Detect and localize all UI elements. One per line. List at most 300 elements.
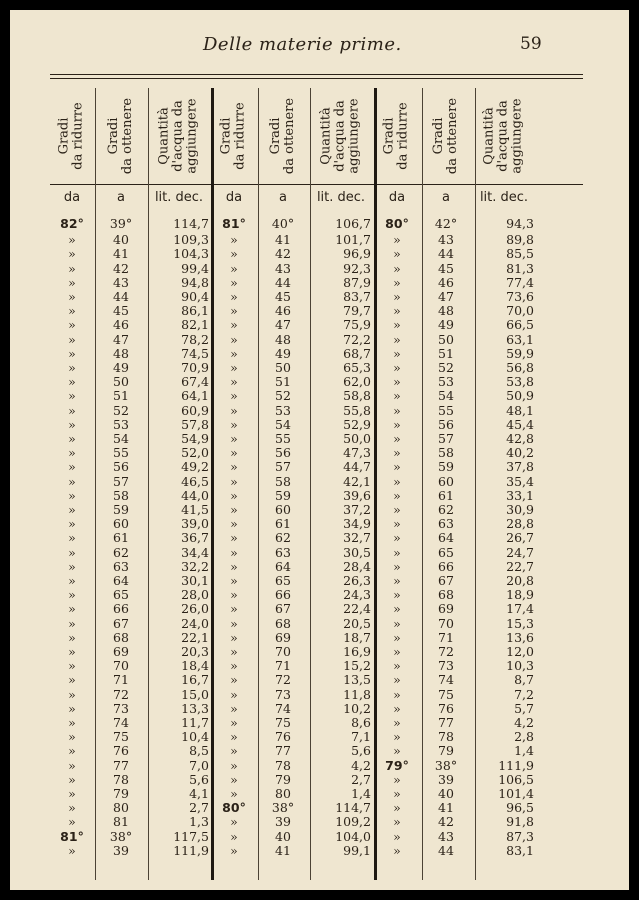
cell-water-quantity: 111,9: [498, 757, 534, 773]
cell-to-degrees: 41: [113, 246, 129, 262]
cell-water-quantity: 15,3: [506, 615, 534, 631]
cell-from-degrees: »: [393, 842, 401, 858]
cell-from-degrees: »: [393, 658, 401, 674]
cell-water-quantity: 17,4: [506, 601, 534, 617]
cell-from-degrees: »: [393, 558, 401, 574]
cell-to-degrees: 40: [113, 232, 129, 248]
table-row: [50, 773, 583, 787]
cell-water-quantity: 87,9: [343, 274, 371, 290]
table-row: [50, 531, 583, 545]
cell-to-degrees: 53: [438, 374, 454, 390]
cell-to-degrees: 63: [438, 516, 454, 532]
cell-to-degrees: 55: [113, 445, 129, 461]
table-row: [50, 546, 583, 560]
cell-from-degrees: »: [230, 289, 238, 304]
cell-to-degrees: 63: [275, 544, 291, 560]
column-header-from-degrees: [212, 88, 256, 184]
cell-to-degrees: 39°: [109, 216, 133, 231]
unit-label-water-quantity: lit. dec.: [154, 190, 204, 205]
cell-water-quantity: 34,4: [181, 544, 209, 560]
table-row: [50, 744, 583, 758]
cell-to-degrees: 40: [275, 828, 291, 844]
cell-to-degrees: 73: [113, 700, 129, 716]
table-row: [50, 688, 583, 702]
cell-to-degrees: 54: [275, 416, 291, 432]
cell-water-quantity: 59,9: [506, 345, 534, 361]
cell-water-quantity: 11,7: [181, 715, 209, 730]
table-row: [50, 304, 583, 318]
table-row: [50, 262, 583, 276]
cell-to-degrees: 55: [438, 402, 454, 418]
cell-from-degrees: »: [393, 388, 401, 404]
cell-water-quantity: 39,6: [343, 487, 371, 503]
cell-to-degrees: 67: [113, 615, 129, 631]
cell-from-degrees: »: [230, 558, 238, 574]
cell-water-quantity: 20,3: [181, 644, 209, 659]
cell-to-degrees: 42: [113, 260, 129, 276]
cell-from-degrees: »: [68, 814, 76, 830]
cell-to-degrees: 78: [275, 757, 291, 773]
cell-water-quantity: 26,3: [343, 573, 371, 588]
cell-water-quantity: 96,5: [506, 800, 534, 816]
table-row: [50, 475, 583, 489]
cell-to-degrees: 57: [275, 459, 291, 475]
cell-from-degrees: »: [393, 729, 401, 745]
cell-water-quantity: 96,9: [343, 246, 371, 262]
table-row: [50, 702, 583, 716]
cell-from-degrees: »: [393, 459, 401, 475]
cell-water-quantity: 41,5: [181, 502, 209, 517]
cell-to-degrees: 41: [275, 842, 291, 858]
cell-from-degrees: »: [68, 786, 76, 801]
column-header-label: Gradi da ottenere: [268, 97, 297, 175]
cell-water-quantity: 62,0: [343, 374, 371, 390]
cell-to-degrees: 68: [275, 615, 291, 631]
cell-from-degrees: 80°: [222, 800, 246, 816]
cell-to-degrees: 64: [438, 530, 454, 546]
column-header-label: Gradi da ottenere: [431, 97, 460, 175]
cell-to-degrees: 58: [113, 487, 129, 503]
cell-from-degrees: »: [230, 786, 238, 801]
cell-to-degrees: 48: [113, 345, 129, 361]
cell-to-degrees: 53: [113, 416, 129, 432]
cell-to-degrees: 41: [438, 800, 454, 816]
cell-to-degrees: 58: [438, 445, 454, 461]
cell-water-quantity: 13,3: [181, 700, 209, 716]
top-rule-1: [50, 74, 583, 75]
table-row: [50, 560, 583, 574]
cell-to-degrees: 54: [113, 431, 129, 446]
table-row: [50, 247, 583, 261]
cell-to-degrees: 70: [275, 644, 291, 659]
cell-from-degrees: »: [230, 246, 238, 262]
cell-water-quantity: 56,8: [506, 360, 534, 375]
cell-from-degrees: »: [230, 331, 238, 347]
cell-water-quantity: 16,7: [181, 672, 209, 688]
cell-to-degrees: 80: [113, 800, 129, 816]
cell-to-degrees: 60: [275, 502, 291, 517]
cell-from-degrees: »: [230, 260, 238, 276]
cell-water-quantity: 52,0: [181, 445, 209, 461]
cell-to-degrees: 38°: [109, 828, 133, 844]
cell-water-quantity: 32,2: [181, 558, 209, 574]
cell-from-degrees: »: [230, 771, 238, 787]
cell-to-degrees: 71: [113, 672, 129, 688]
cell-from-degrees: 82°: [60, 216, 84, 231]
cell-to-degrees: 42: [275, 246, 291, 262]
cell-from-degrees: »: [68, 743, 76, 759]
cell-to-degrees: 63: [113, 558, 129, 574]
cell-from-degrees: »: [393, 771, 401, 787]
cell-from-degrees: »: [68, 601, 76, 617]
cell-to-degrees: 81: [113, 814, 129, 830]
cell-to-degrees: 60: [438, 473, 454, 489]
cell-water-quantity: 90,4: [181, 289, 209, 304]
cell-from-degrees: »: [68, 644, 76, 659]
cell-to-degrees: 68: [113, 629, 129, 645]
cell-from-degrees: »: [68, 629, 76, 645]
cell-to-degrees: 44: [438, 246, 454, 262]
cell-water-quantity: 64,1: [181, 388, 209, 404]
cell-water-quantity: 4,2: [514, 715, 534, 730]
table-row: [50, 716, 583, 730]
cell-to-degrees: 59: [275, 487, 291, 503]
column-header-water-quantity: [149, 88, 209, 184]
cell-water-quantity: 86,1: [181, 303, 209, 319]
table-row: [50, 404, 583, 418]
cell-from-degrees: »: [68, 715, 76, 730]
cell-from-degrees: »: [230, 601, 238, 617]
cell-from-degrees: »: [393, 289, 401, 304]
cell-water-quantity: 117,5: [173, 828, 209, 844]
cell-water-quantity: 94,8: [181, 274, 209, 290]
table-row: [50, 446, 583, 460]
table-row: [50, 815, 583, 829]
cell-from-degrees: »: [68, 445, 76, 461]
cell-from-degrees: »: [68, 303, 76, 319]
cell-to-degrees: 49: [275, 345, 291, 361]
cell-from-degrees: »: [393, 644, 401, 659]
cell-water-quantity: 26,7: [506, 530, 534, 546]
cell-water-quantity: 94,3: [506, 216, 534, 231]
cell-water-quantity: 77,4: [506, 274, 534, 290]
cell-to-degrees: 43: [438, 828, 454, 844]
table-row: [50, 333, 583, 347]
cell-to-degrees: 66: [275, 587, 291, 603]
cell-to-degrees: 40: [438, 786, 454, 801]
cell-from-degrees: »: [393, 828, 401, 844]
cell-water-quantity: 8,7: [514, 672, 534, 688]
cell-from-degrees: »: [393, 360, 401, 375]
column-header-label: Gradi da ridurre: [57, 102, 86, 170]
cell-water-quantity: 109,2: [335, 814, 371, 830]
cell-from-degrees: »: [230, 459, 238, 475]
cell-from-degrees: »: [393, 431, 401, 446]
cell-from-degrees: »: [230, 686, 238, 702]
cell-from-degrees: »: [393, 686, 401, 702]
cell-to-degrees: 67: [275, 601, 291, 617]
cell-water-quantity: 8,5: [189, 743, 209, 759]
cell-to-degrees: 76: [113, 743, 129, 759]
unit-label-water-quantity: lit. dec.: [316, 190, 366, 205]
cell-to-degrees: 71: [438, 629, 454, 645]
cell-to-degrees: 67: [438, 573, 454, 588]
cell-from-degrees: »: [68, 800, 76, 816]
cell-to-degrees: 74: [275, 700, 291, 716]
cell-water-quantity: 28,0: [181, 587, 209, 603]
cell-from-degrees: »: [230, 573, 238, 588]
cell-water-quantity: 24,3: [343, 587, 371, 603]
cell-to-degrees: 42°: [434, 216, 458, 231]
table-row: [50, 489, 583, 503]
unit-label-from-degrees: da: [225, 190, 243, 205]
cell-from-degrees: »: [68, 729, 76, 745]
cell-to-degrees: 72: [438, 644, 454, 659]
cell-from-degrees: »: [230, 374, 238, 390]
top-rule-2: [50, 78, 583, 79]
cell-from-degrees: »: [393, 544, 401, 560]
cell-to-degrees: 43: [438, 232, 454, 248]
cell-water-quantity: 2,7: [189, 800, 209, 816]
cell-water-quantity: 2,7: [351, 771, 371, 787]
cell-from-degrees: »: [68, 658, 76, 674]
cell-to-degrees: 51: [438, 345, 454, 361]
cell-to-degrees: 61: [113, 530, 129, 546]
cell-from-degrees: »: [230, 402, 238, 418]
cell-from-degrees: »: [230, 473, 238, 489]
cell-water-quantity: 37,8: [506, 459, 534, 475]
cell-to-degrees: 51: [275, 374, 291, 390]
cell-water-quantity: 54,9: [181, 431, 209, 446]
cell-from-degrees: »: [68, 686, 76, 702]
cell-to-degrees: 44: [113, 289, 129, 304]
cell-water-quantity: 40,2: [506, 445, 534, 461]
cell-water-quantity: 111,9: [173, 842, 209, 858]
table-row: [50, 347, 583, 361]
cell-to-degrees: 39: [275, 814, 291, 830]
table-row: [50, 645, 583, 659]
cell-to-degrees: 65: [113, 587, 129, 603]
cell-to-degrees: 52: [113, 402, 129, 418]
cell-from-degrees: »: [393, 601, 401, 617]
table-row: [50, 631, 583, 645]
cell-water-quantity: 30,9: [506, 502, 534, 517]
cell-water-quantity: 109,3: [173, 232, 209, 248]
cell-water-quantity: 44,0: [181, 487, 209, 503]
cell-from-degrees: »: [68, 402, 76, 418]
cell-water-quantity: 39,0: [181, 516, 209, 532]
column-header-from-degrees: [375, 88, 419, 184]
cell-water-quantity: 13,6: [506, 629, 534, 645]
cell-water-quantity: 78,2: [181, 331, 209, 347]
cell-water-quantity: 5,6: [189, 771, 209, 787]
column-header-label: Quantità d'acqua da aggiungere: [319, 98, 363, 174]
cell-water-quantity: 2,8: [514, 729, 534, 745]
cell-water-quantity: 22,7: [506, 558, 534, 574]
cell-to-degrees: 47: [438, 289, 454, 304]
column-header-to-degrees: [96, 88, 146, 184]
cell-water-quantity: 52,9: [343, 416, 371, 432]
cell-to-degrees: 56: [438, 416, 454, 432]
cell-water-quantity: 24,0: [181, 615, 209, 631]
cell-from-degrees: »: [393, 374, 401, 390]
cell-from-degrees: »: [68, 672, 76, 688]
unit-label-from-degrees: da: [63, 190, 81, 205]
units-row: [50, 190, 583, 208]
cell-water-quantity: 22,4: [343, 601, 371, 617]
cell-water-quantity: 10,4: [181, 729, 209, 745]
table-row: [50, 276, 583, 290]
cell-water-quantity: 101,4: [498, 786, 534, 801]
cell-water-quantity: 99,4: [181, 260, 209, 276]
cell-to-degrees: 76: [438, 700, 454, 716]
cell-to-degrees: 49: [113, 360, 129, 375]
cell-from-degrees: »: [230, 487, 238, 503]
cell-water-quantity: 36,7: [181, 530, 209, 546]
cell-from-degrees: »: [393, 317, 401, 333]
cell-to-degrees: 79: [113, 786, 129, 801]
cell-from-degrees: »: [230, 317, 238, 333]
cell-to-degrees: 57: [113, 473, 129, 489]
cell-from-degrees: »: [230, 416, 238, 432]
cell-to-degrees: 70: [438, 615, 454, 631]
cell-from-degrees: »: [393, 445, 401, 461]
cell-water-quantity: 92,3: [343, 260, 371, 276]
cell-to-degrees: 46: [275, 303, 291, 319]
cell-to-degrees: 70: [113, 658, 129, 674]
column-header-label: Gradi da ridurre: [219, 102, 248, 170]
cell-water-quantity: 83,1: [506, 842, 534, 858]
cell-from-degrees: »: [393, 260, 401, 276]
cell-water-quantity: 11,8: [343, 686, 371, 702]
cell-from-degrees: »: [230, 232, 238, 248]
cell-water-quantity: 20,5: [343, 615, 371, 631]
cell-water-quantity: 106,5: [498, 771, 534, 787]
column-header-to-degrees: [258, 88, 308, 184]
cell-water-quantity: 7,1: [351, 729, 371, 745]
cell-water-quantity: 28,8: [506, 516, 534, 532]
cell-water-quantity: 68,7: [343, 345, 371, 361]
cell-water-quantity: 48,1: [506, 402, 534, 418]
cell-from-degrees: »: [68, 573, 76, 588]
cell-water-quantity: 42,1: [343, 473, 371, 489]
cell-water-quantity: 7,0: [189, 757, 209, 773]
cell-from-degrees: »: [393, 232, 401, 248]
cell-water-quantity: 73,6: [506, 289, 534, 304]
cell-water-quantity: 65,3: [343, 360, 371, 375]
cell-to-degrees: 39: [438, 771, 454, 787]
cell-from-degrees: »: [230, 828, 238, 844]
cell-from-degrees: »: [393, 473, 401, 489]
cell-from-degrees: »: [68, 388, 76, 404]
cell-from-degrees: »: [393, 416, 401, 432]
cell-water-quantity: 66,5: [506, 317, 534, 333]
cell-water-quantity: 1,4: [351, 786, 371, 801]
cell-to-degrees: 59: [438, 459, 454, 475]
cell-water-quantity: 30,5: [343, 544, 371, 560]
cell-water-quantity: 5,6: [351, 743, 371, 759]
cell-water-quantity: 101,7: [335, 232, 371, 248]
cell-water-quantity: 106,7: [335, 216, 371, 231]
cell-water-quantity: 16,9: [343, 644, 371, 659]
cell-to-degrees: 62: [275, 530, 291, 546]
cell-from-degrees: »: [68, 317, 76, 333]
table-row: [50, 418, 583, 432]
cell-to-degrees: 53: [275, 402, 291, 418]
cell-from-degrees: »: [393, 700, 401, 716]
cell-to-degrees: 78: [113, 771, 129, 787]
cell-water-quantity: 74,5: [181, 345, 209, 361]
column-header-to-degrees: [421, 88, 471, 184]
cell-from-degrees: »: [68, 289, 76, 304]
column-header-row: [50, 88, 583, 184]
cell-water-quantity: 45,4: [506, 416, 534, 432]
cell-from-degrees: »: [68, 615, 76, 631]
cell-from-degrees: »: [68, 274, 76, 290]
cell-to-degrees: 60: [113, 516, 129, 532]
table-row: [50, 290, 583, 304]
cell-from-degrees: »: [68, 516, 76, 532]
cell-from-degrees: »: [393, 800, 401, 816]
cell-to-degrees: 49: [438, 317, 454, 333]
cell-from-degrees: »: [68, 530, 76, 546]
cell-to-degrees: 75: [275, 715, 291, 730]
cell-from-degrees: »: [230, 629, 238, 645]
cell-water-quantity: 57,8: [181, 416, 209, 432]
cell-to-degrees: 44: [438, 842, 454, 858]
cell-from-degrees: »: [68, 700, 76, 716]
cell-water-quantity: 87,3: [506, 828, 534, 844]
table-row: [50, 375, 583, 389]
cell-to-degrees: 52: [275, 388, 291, 404]
cell-from-degrees: »: [393, 246, 401, 262]
cell-water-quantity: 63,1: [506, 331, 534, 347]
cell-from-degrees: »: [393, 516, 401, 532]
table-row: [50, 233, 583, 247]
table-row: [50, 830, 583, 844]
cell-water-quantity: 18,4: [181, 658, 209, 674]
cell-from-degrees: »: [68, 757, 76, 773]
cell-to-degrees: 69: [113, 644, 129, 659]
column-header-label: Quantità d'acqua da aggiungere: [157, 98, 201, 174]
cell-to-degrees: 40°: [271, 216, 295, 231]
cell-to-degrees: 50: [113, 374, 129, 390]
table-row: [50, 432, 583, 446]
cell-to-degrees: 79: [275, 771, 291, 787]
cell-to-degrees: 55: [275, 431, 291, 446]
cell-from-degrees: »: [230, 814, 238, 830]
unit-label-to-degrees: a: [117, 190, 125, 205]
cell-to-degrees: 64: [275, 558, 291, 574]
cell-to-degrees: 45: [438, 260, 454, 276]
cell-water-quantity: 37,2: [343, 502, 371, 517]
cell-from-degrees: »: [68, 260, 76, 276]
page-number: 59: [520, 34, 542, 54]
table-row: [50, 588, 583, 602]
cell-to-degrees: 73: [275, 686, 291, 702]
cell-from-degrees: »: [230, 388, 238, 404]
cell-to-degrees: 69: [275, 629, 291, 645]
cell-to-degrees: 48: [438, 303, 454, 319]
cell-water-quantity: 33,1: [506, 487, 534, 503]
cell-to-degrees: 43: [113, 274, 129, 290]
cell-water-quantity: 104,3: [173, 246, 209, 262]
cell-to-degrees: 46: [438, 274, 454, 290]
cell-water-quantity: 7,2: [514, 686, 534, 702]
cell-water-quantity: 81,3: [506, 260, 534, 276]
cell-to-degrees: 45: [275, 289, 291, 304]
cell-water-quantity: 47,3: [343, 445, 371, 461]
